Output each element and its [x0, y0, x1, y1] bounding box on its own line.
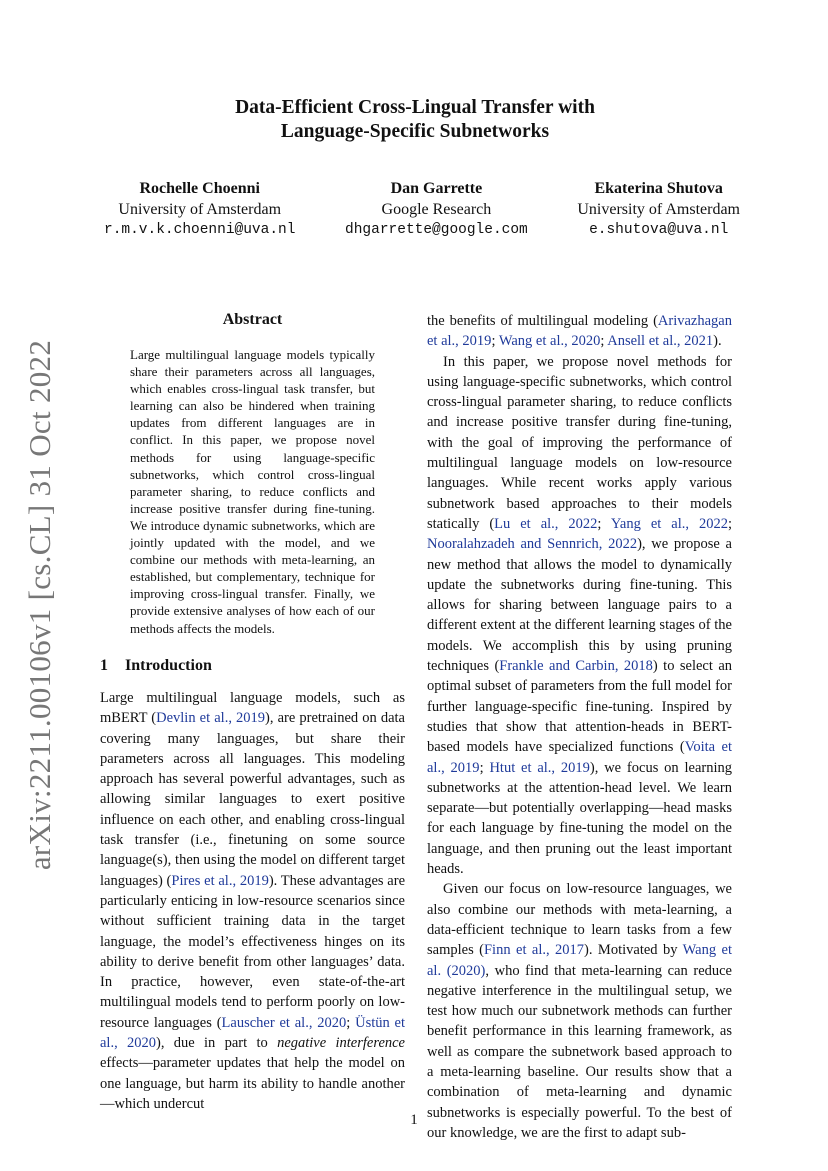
- body-text: ), we propose a new method that allows the model to dynamically update the subnetworks during fine-tuning. This allows for sharing between language pairs to a different extent at the different learning stages of the models. We accomplish this by using pruning techniques (: [427, 536, 732, 675]
- arxiv-identifier: arXiv:2211.00106v1 [cs.CL] 31 Oct 2022: [22, 339, 58, 871]
- body-text: ;: [479, 759, 490, 776]
- author-1: [104, 178, 295, 241]
- author-name: Ekaterina Shutova: [594, 180, 723, 197]
- body-text: the benefits of multilingual modeling (: [427, 313, 658, 329]
- section-title: Introduction: [125, 657, 212, 674]
- section-heading: [100, 657, 405, 675]
- citation-link[interactable]: Lauscher et al., 2020: [221, 1014, 347, 1031]
- body-text: ).: [713, 333, 722, 350]
- intro-paragraph: [100, 688, 405, 1114]
- intro-left-column: [100, 688, 405, 1114]
- body-text: ), are pretrained on data covering many languages, but share their parameters across all languages. This modeling approach has several powerful advantages, such as allowing similar languages to exert positive influence on each other, and enabling cross-lingual task transfer (i.e., finetuning on some source language(s), then using the model on different target languages) (: [100, 710, 405, 889]
- author-affiliation: University of Amsterdam: [118, 201, 282, 218]
- citation-link[interactable]: Yang et al., 2022: [610, 515, 728, 532]
- body-text: ). These advantages are particularly enticing in low-resource scenarios since without sufficient training data in the target language, the model’s effectiveness hinges on its ability to derive benefit from other languages’ data. In practice, however, even state-of-the-art multilingual models tend to perform poorly on low-resource languages (: [100, 872, 405, 1031]
- citation-link[interactable]: Nooralahzadeh and Sennrich, 2022: [427, 536, 638, 553]
- body-text: ;: [346, 1014, 356, 1031]
- citation-link[interactable]: Pires et al., 2019: [171, 872, 269, 889]
- author-email[interactable]: e.shutova@uva.nl: [589, 222, 729, 238]
- intro-right-column: [427, 311, 732, 1143]
- body-text: ;: [491, 333, 499, 350]
- author-affiliation: Google Research: [381, 201, 492, 218]
- author-block: [104, 178, 740, 241]
- body-text: effects—parameter updates that help the model on one language, but harm its ability to handle another—which undercut: [100, 1055, 405, 1112]
- page-number: 1: [410, 1112, 418, 1128]
- body-text: ;: [597, 515, 611, 532]
- body-text: ), we focus on learning subnetworks at the attention-head level. We learn separate—but potentially overlapping—head masks for each language by fine-tuning the model on the language, and then pruning out the least important heads.: [427, 759, 733, 878]
- abstract-heading: Abstract: [222, 311, 283, 328]
- author-name: Dan Garrette: [390, 180, 483, 197]
- arxiv-stamp: [18, 339, 62, 871]
- paper-title: [150, 96, 680, 144]
- intro-paragraph: [427, 352, 732, 880]
- body-text: ). Motivated by: [584, 942, 683, 959]
- abstract-text: Large multilingual language models typically share their parameters across all languages, which enables cross-lingual task transfer, but learning can also be hindered when training updates from different languages are in conflict. In this paper, we propose novel methods for using language-specific subnetworks, which control cross-lingual parameter sharing, to reduce conflicts and increase positive transfer during fine-tuning. We introduce dynamic subnetworks, which are jointly updated with the model, and we combine our methods with meta-learning, an established, but complementary, technique for improving cross-lingual transfer. Finally, we provide extensive analyses of how each of our methods affects the models.: [130, 347, 375, 636]
- emphasis-text: negative interference: [277, 1035, 405, 1052]
- citation-link[interactable]: Voita et al., 2019: [427, 739, 732, 776]
- citation-link[interactable]: Finn et al., 2017: [483, 942, 585, 959]
- author-email[interactable]: dhgarrette@google.com: [345, 222, 528, 238]
- body-text: , who find that meta-learning can reduce negative interference in the multilingual setup, we test how much our subnetwork methods can further benefit performance in this learning framework, as well as compare the subnetwork based approach to a meta-learning baseline. Our results show that a combination of meta-learning and dynamic subnetworks is especially powerful. To the best of our knowledge, we are the first to adapt sub-: [427, 962, 732, 1141]
- citation-link[interactable]: Htut et al., 2019: [489, 759, 590, 776]
- author-3: [577, 178, 740, 241]
- body-text: ;: [600, 333, 608, 350]
- intro-paragraph: [427, 311, 732, 352]
- citation-link[interactable]: Devlin et al., 2019: [156, 710, 266, 727]
- citation-link[interactable]: Wang et al. (2020): [427, 942, 732, 979]
- author-name: Rochelle Choenni: [139, 180, 260, 197]
- body-text: Large multilingual language models, such as mBERT (: [100, 690, 405, 727]
- body-text: Given our focus on low-resource languages, we also combine our methods with meta-learning, a data-efficient technique to learn tasks from a few samples (: [427, 881, 732, 959]
- author-email[interactable]: r.m.v.k.choenni@uva.nl: [104, 222, 296, 238]
- body-text: ), due in part to: [156, 1035, 278, 1052]
- citation-link[interactable]: Wang et al., 2020: [498, 333, 601, 350]
- section-number: 1: [100, 657, 108, 674]
- body-text: In this paper, we propose novel methods for using language-specific subnetworks, which control cross-lingual parameter sharing, to reduce conflicts and increase positive transfer during fine-tuning, with the goal of improving the performance of multilingual language models on low-resource languages. While recent works apply various subnetwork based approaches to their models statically (: [427, 353, 732, 532]
- author-affiliation: University of Amsterdam: [577, 201, 740, 218]
- citation-link[interactable]: Frankle and Carbin, 2018: [499, 658, 653, 675]
- citation-link[interactable]: Arivazhagan et al., 2019: [427, 313, 732, 350]
- title-line-1: Data-Efficient Cross-Lingual Transfer with: [235, 97, 595, 118]
- body-text: ;: [727, 515, 732, 532]
- intro-paragraph: [427, 879, 732, 1143]
- citation-link[interactable]: Üstün et al., 2020: [100, 1014, 406, 1052]
- citation-link[interactable]: Ansell et al., 2021: [607, 333, 714, 350]
- title-line-2: Language-Specific Subnetworks: [280, 121, 550, 142]
- author-2: [345, 178, 528, 241]
- body-text: ) to select an optimal subset of parameters from the full model for further language-specific fine-tuning. Inspired by studies that show that attention-heads in BERT-based models have specialized functions (: [427, 658, 732, 756]
- citation-link[interactable]: Lu et al., 2022: [494, 515, 598, 532]
